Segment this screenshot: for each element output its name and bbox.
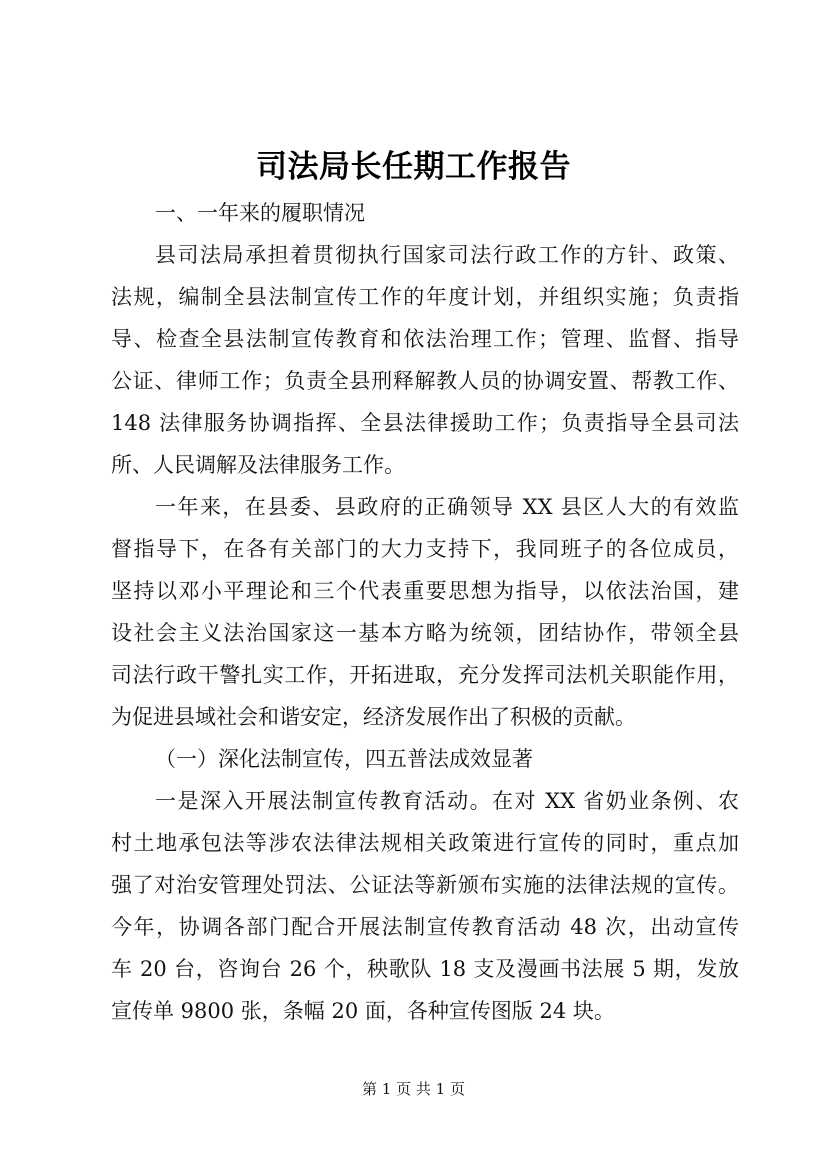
paragraph-3-line: 今年，协调各部门配合开展法制宣传教育活动 48 次，出动宣传 [111,915,739,939]
paragraph-2-line: 一年来，在县委、县政府的正确领导 XX 县区人大的有效监 [155,495,739,519]
paragraph-3-line: 车 20 台，咨询台 26 个，秧歌队 18 支及漫画书法展 5 期，发放 [111,957,739,981]
paragraph-2-line: 司法行政干警扎实工作，开拓进取，充分发挥司法机关职能作用， [111,663,739,687]
paragraph-3-line: 一是深入开展法制宣传教育活动。在对 XX 省奶业条例、农 [155,789,739,813]
section-heading: 一、一年来的履职情况 [155,201,365,225]
paragraph-1-line: 公证、律师工作；负责全县刑释解教人员的协调安置、帮教工作、 [111,369,739,393]
paragraph-1-line: 148 法律服务协调指挥、全县法律援助工作；负责指导全县司法 [111,411,739,435]
subsection-heading: （一）深化法制宣传，四五普法成效显著 [155,747,533,771]
paragraph-3-line: 强了对治安管理处罚法、公证法等新颁布实施的法律法规的宣传。 [111,873,739,897]
paragraph-3-line: 村土地承包法等涉农法律法规相关政策进行宣传的同时，重点加 [111,831,739,855]
page-footer: 第 1 页 共 1 页 [362,1080,465,1098]
paragraph-3-line: 宣传单 9800 张，条幅 20 面，各种宣传图版 24 块。 [111,999,615,1023]
paragraph-2-line: 为促进县域社会和谐安定，经济发展作出了积极的贡献。 [111,705,636,729]
paragraph-1-line: 法规，编制全县法制宣传工作的年度计划，并组织实施；负责指 [111,285,739,309]
paragraph-2-line: 坚持以邓小平理论和三个代表重要思想为指导，以依法治国，建 [111,579,739,603]
paragraph-2-line: 设社会主义法治国家这一基本方略为统领，团结协作，带领全县 [111,621,739,645]
paragraph-2-line: 督指导下，在各有关部门的大力支持下，我同班子的各位成员， [111,537,739,561]
paragraph-1-line: 所、人民调解及法律服务工作。 [111,453,405,477]
paragraph-1-line: 县司法局承担着贯彻执行国家司法行政工作的方针、政策、 [155,243,739,267]
paragraph-1-line: 导、检查全县法制宣传教育和依法治理工作；管理、监督、指导 [111,327,739,351]
document-title: 司法局长任期工作报告 [256,149,571,185]
